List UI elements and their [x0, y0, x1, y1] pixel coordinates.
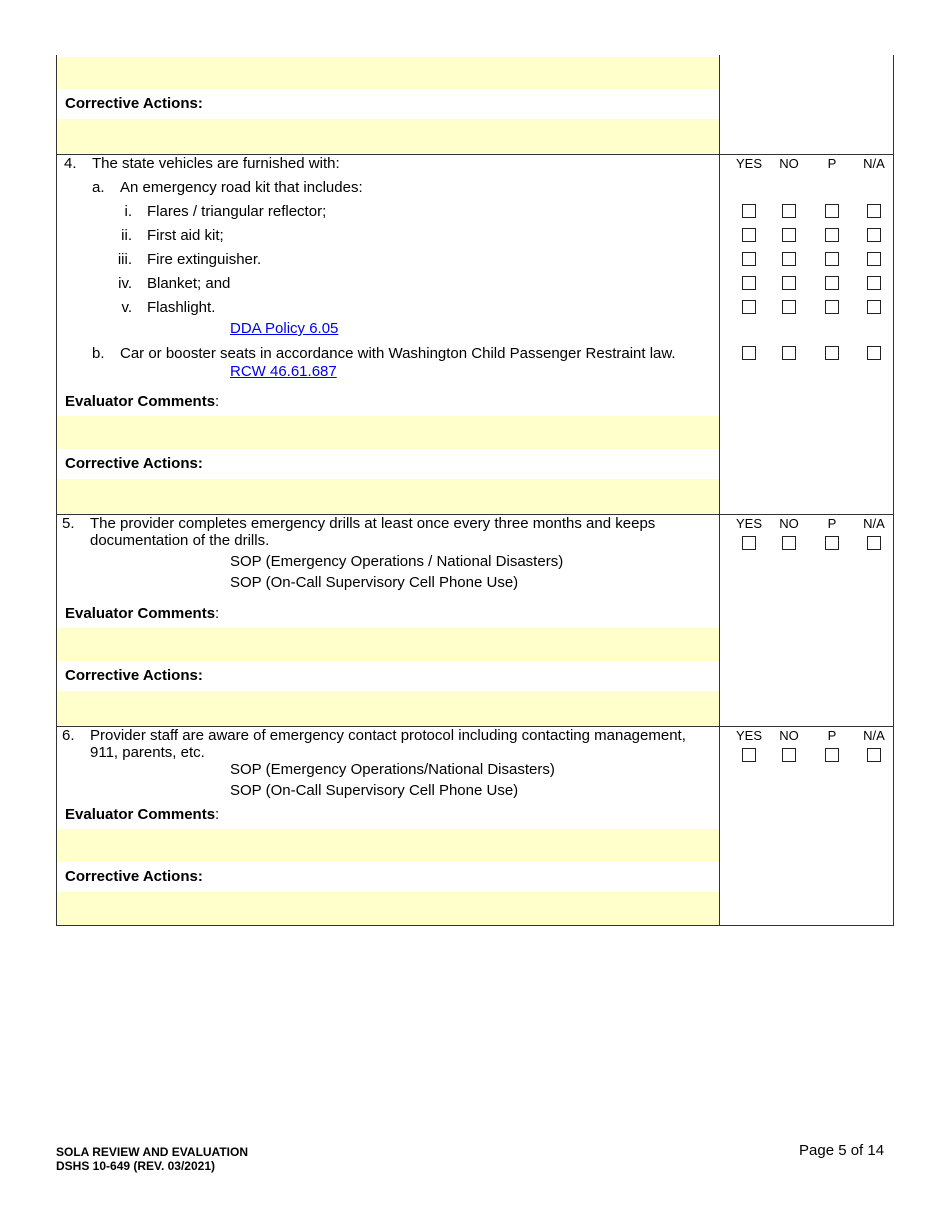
checkbox-i-yes[interactable] — [742, 204, 756, 218]
header-na: N/A — [863, 516, 885, 531]
checkbox-yes[interactable] — [742, 748, 756, 762]
checkbox-na[interactable] — [867, 536, 881, 550]
checkbox-yes[interactable] — [742, 536, 756, 550]
header-yes: YES — [735, 728, 762, 743]
item-number: 6. — [62, 727, 75, 744]
header-no: NO — [779, 728, 799, 743]
subitem-i-text: Flares / triangular reflector; — [147, 203, 327, 220]
checkbox-v-no[interactable] — [782, 300, 796, 314]
item-text-line2: 911, parents, etc. — [90, 744, 205, 761]
corrective-actions-label: Corrective Actions: — [65, 868, 203, 885]
item-text-line1: Provider staff are aware of emergency contact protocol including contacting management, — [90, 727, 686, 744]
checkbox-ii-p[interactable] — [825, 228, 839, 242]
checkbox-i-na[interactable] — [867, 204, 881, 218]
evaluator-comments-label — [65, 605, 219, 623]
checkbox-no[interactable] — [782, 536, 796, 550]
checkbox-iv-no[interactable] — [782, 276, 796, 290]
evaluator-comments-label — [65, 393, 219, 411]
comment-field-prev[interactable] — [57, 57, 719, 89]
checkbox-iii-na[interactable] — [867, 252, 881, 266]
subitem-ii-text: First aid kit; — [147, 227, 224, 244]
checkbox-b-yes[interactable] — [742, 346, 756, 360]
evaluator-comments-text: Evaluator Comments — [65, 605, 216, 622]
corrective-actions-field-prev[interactable] — [57, 119, 719, 153]
corrective-actions-field[interactable] — [57, 479, 719, 513]
checkbox-iii-p[interactable] — [825, 252, 839, 266]
header-p: P — [827, 516, 837, 531]
subitem-iii-text: Fire extinguisher. — [147, 251, 262, 268]
footer-title: SOLA REVIEW AND EVALUATION — [56, 1145, 248, 1159]
item-text: The state vehicles are furnished with: — [92, 155, 340, 172]
checkbox-p[interactable] — [825, 748, 839, 762]
subitem-b-text: Car or booster seats in accordance with Washington Child Passenger Restraint law. — [120, 345, 676, 362]
corrective-actions-field[interactable] — [57, 691, 719, 725]
header-p: P — [827, 156, 837, 171]
checkbox-v-na[interactable] — [867, 300, 881, 314]
subitem-iii-marker: iii. — [117, 251, 132, 268]
checkbox-b-p[interactable] — [825, 346, 839, 360]
subitem-iv-text: Blanket; and — [147, 275, 231, 292]
checkbox-b-no[interactable] — [782, 346, 796, 360]
evaluator-comments-text: Evaluator Comments — [65, 393, 216, 410]
subitem-ii-marker: ii. — [121, 227, 132, 244]
checkbox-ii-no[interactable] — [782, 228, 796, 242]
checkbox-i-no[interactable] — [782, 204, 796, 218]
corrective-actions-label: Corrective Actions: — [65, 95, 203, 112]
item-number: 4. — [64, 155, 77, 172]
checkbox-iv-p[interactable] — [825, 276, 839, 290]
corrective-actions-label: Corrective Actions: — [65, 455, 203, 472]
table-right-border — [893, 55, 894, 926]
checkbox-v-yes[interactable] — [742, 300, 756, 314]
checkbox-b-na[interactable] — [867, 346, 881, 360]
dda-policy-link[interactable]: DDA Policy 6.05 — [230, 320, 339, 337]
evaluator-comments-field[interactable] — [57, 416, 719, 449]
colon: : — [215, 806, 220, 823]
checkbox-v-p[interactable] — [825, 300, 839, 314]
header-p: P — [827, 728, 837, 743]
subitem-v-text: Flashlight. — [147, 299, 216, 316]
evaluator-comments-label — [65, 806, 219, 824]
checkbox-no[interactable] — [782, 748, 796, 762]
item-text-line1: The provider completes emergency drills at least once every three months and keeps — [90, 515, 656, 532]
sop-reference: SOP (On-Call Supervisory Cell Phone Use) — [230, 574, 519, 591]
subitem-a-text: An emergency road kit that includes: — [120, 179, 363, 196]
corrective-actions-label: Corrective Actions: — [65, 667, 203, 684]
checkbox-iii-no[interactable] — [782, 252, 796, 266]
evaluator-comments-field[interactable] — [57, 829, 719, 862]
subitem-i-marker: i. — [124, 203, 132, 220]
checkbox-iii-yes[interactable] — [742, 252, 756, 266]
header-no: NO — [779, 516, 799, 531]
item-number: 5. — [62, 515, 75, 532]
sop-reference: SOP (Emergency Operations/National Disasters) — [230, 761, 555, 778]
table-bottom-border — [56, 925, 894, 926]
subitem-a-marker: a. — [92, 179, 105, 196]
item-text-line2: documentation of the drills. — [90, 532, 270, 549]
checkbox-iv-yes[interactable] — [742, 276, 756, 290]
subitem-iv-marker: iv. — [118, 275, 132, 292]
colon: : — [215, 393, 220, 410]
checkbox-ii-yes[interactable] — [742, 228, 756, 242]
header-yes: YES — [735, 516, 762, 531]
subitem-b-marker: b. — [92, 345, 105, 362]
sop-reference: SOP (On-Call Supervisory Cell Phone Use) — [230, 782, 519, 799]
checkbox-na[interactable] — [867, 748, 881, 762]
evaluator-comments-field[interactable] — [57, 628, 719, 661]
header-na: N/A — [863, 156, 885, 171]
corrective-actions-field[interactable] — [57, 892, 719, 925]
page-number: Page 5 of 14 — [799, 1142, 885, 1159]
rcw-link[interactable]: RCW 46.61.687 — [230, 363, 337, 380]
checkbox-ii-na[interactable] — [867, 228, 881, 242]
header-na: N/A — [863, 728, 885, 743]
checkbox-iv-na[interactable] — [867, 276, 881, 290]
table-middle-border — [719, 55, 720, 926]
footer-form-number: DSHS 10-649 (REV. 03/2021) — [56, 1159, 215, 1173]
header-yes: YES — [735, 156, 762, 171]
subitem-v-marker: v. — [121, 299, 132, 316]
colon: : — [215, 605, 220, 622]
evaluator-comments-text: Evaluator Comments — [65, 806, 216, 823]
header-no: NO — [779, 156, 799, 171]
checkbox-i-p[interactable] — [825, 204, 839, 218]
checkbox-p[interactable] — [825, 536, 839, 550]
sop-reference: SOP (Emergency Operations / National Disasters) — [230, 553, 564, 570]
